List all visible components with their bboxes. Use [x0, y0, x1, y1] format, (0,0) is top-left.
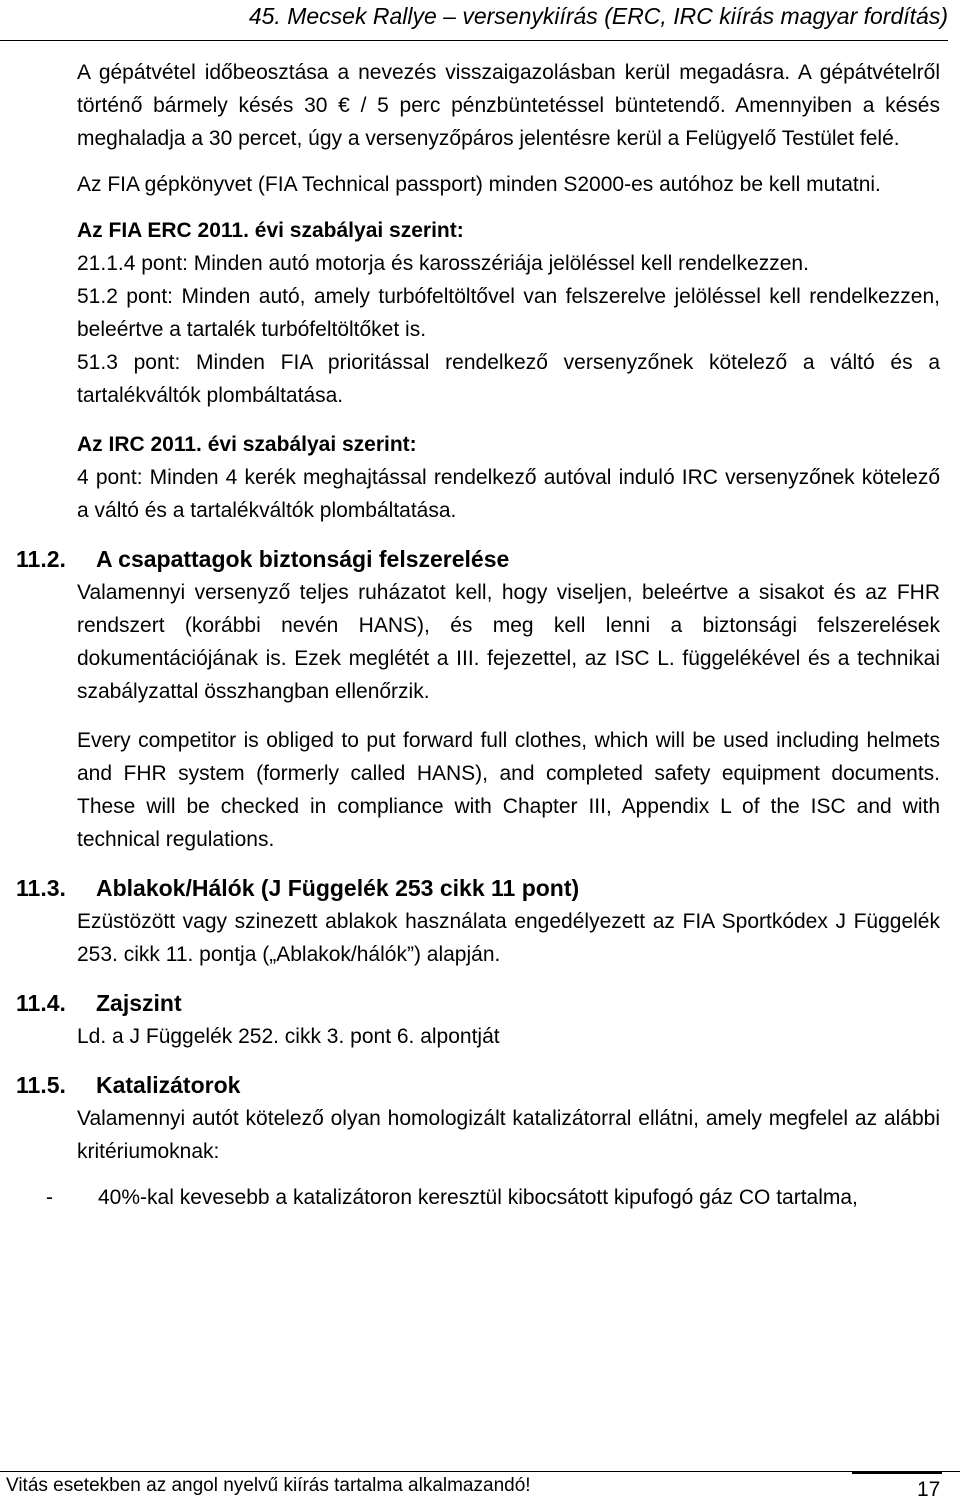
erc-item-3: 51.3 pont: Minden FIA prioritással rendelkező versenyzőnek kötelező a váltó és a tartalékváltók plombáltatása.	[77, 351, 940, 407]
paragraph-fia-passport: Az FIA gépkönyvet (FIA Technical passport) minden S2000-es autóhoz be kell mutatni.	[77, 173, 881, 196]
paragraph-inspection-schedule	[77, 56, 940, 155]
section-11-3-text: Ezüstözött vagy szinezett ablakok használata engedélyezett az FIA Sportkódex J Függelék 253. cikk 11. pontja („Ablakok/hálók”) alapján.	[77, 910, 940, 966]
footer-note: Vitás esetekben az angol nyelvű kiírás tartalma alkalmazandó!	[6, 1475, 531, 1496]
section-title: A csapattagok biztonsági felszerelése	[96, 546, 510, 572]
section-11-2-hungarian: Valamennyi versenyző teljes ruházatot kell, hogy viseljen, beleértve a sisakot és az FHR rendszert (korábbi nevén HANS), és meg kell lenni a biztonsági felszerelések dokumentációjának is. Ezek meglétét a III. fejezettel, az ISC L. függelékével és a technikai szabályzattal összhangban ellenőrzik.	[77, 581, 940, 703]
section-11-5-text: Valamennyi autót kötelező olyan homologizált katalizátorral ellátni, amely megfelel az alábbi kritériumoknak:	[77, 1107, 940, 1163]
irc-text: 4 pont: Minden 4 kerék meghajtással rendelkező autóval induló IRC versenyzőnek kötelező a váltó és a tartalékváltók plombáltatása.	[77, 466, 940, 522]
section-title: Ablakok/Hálók (J Függelék 253 cikk 11 pont)	[96, 875, 580, 901]
text-span: / 5 perc pénzbüntetéssel büntetendő. Amennyiben a késés meghaladja a 30 percet, úgy a versenyzőpáros jelentésre kerül a Felügyelő Testület felé.	[77, 94, 940, 150]
page-header	[0, 0, 948, 41]
list-item	[0, 1181, 940, 1214]
header-title: 45. Mecsek Rallye – versenykiírás (ERC, IRC kiírás magyar fordítás)	[248, 3, 948, 29]
section-heading-11-4	[16, 987, 940, 1020]
euro-icon: €	[338, 94, 350, 117]
section-number: 11.2.	[16, 546, 66, 572]
section-number: 11.3.	[16, 875, 66, 901]
section-11-2-english: Every competitor is obliged to put forward full clothes, which will be used including helmets and FHR system (formerly called HANS), and completed safety equipment documents. These will be checked in compliance with Chapter III, Appendix L of the ISC and with technical regulations.	[77, 729, 940, 851]
section-number: 11.4.	[16, 990, 66, 1016]
section-heading-11-5	[16, 1069, 940, 1102]
page-number: 17	[917, 1478, 941, 1501]
section-11-4-text: Ld. a J Függelék 252. cikk 3. pont 6. alpontját	[77, 1025, 500, 1048]
footer-divider	[0, 1471, 960, 1472]
erc-heading: Az FIA ERC 2011. évi szabályai szerint:	[77, 219, 464, 242]
section-title: Zajszint	[96, 990, 182, 1016]
text-span: A gépátvétel időbeosztása a nevezés visszaigazolásban kerül megadásra. A gépátvételről történő bármely késés 30	[77, 61, 940, 117]
section-heading-11-2	[16, 543, 940, 576]
dash-bullet: -	[46, 1186, 53, 1209]
criteria-list	[0, 1181, 940, 1214]
section-heading-11-3	[16, 872, 940, 905]
list-item-text: 40%-kal kevesebb a katalizátoron keresztül kibocsátott kipufogó gáz CO tartalma,	[98, 1186, 858, 1209]
section-number: 11.5.	[16, 1072, 66, 1098]
irc-heading: Az IRC 2011. évi szabályai szerint:	[77, 433, 417, 456]
erc-item-1: 21.1.4 pont: Minden autó motorja és karosszériája jelöléssel kell rendelkezzen.	[77, 252, 809, 275]
footer-page-rule	[852, 1472, 942, 1474]
page-content	[16, 56, 940, 1214]
section-title: Katalizátorok	[96, 1072, 241, 1098]
erc-item-2: 51.2 pont: Minden autó, amely turbófeltöltővel van felszerelve jelöléssel kell rendelkezzen, beleértve a tartalék turbófeltöltőket is.	[77, 285, 940, 341]
